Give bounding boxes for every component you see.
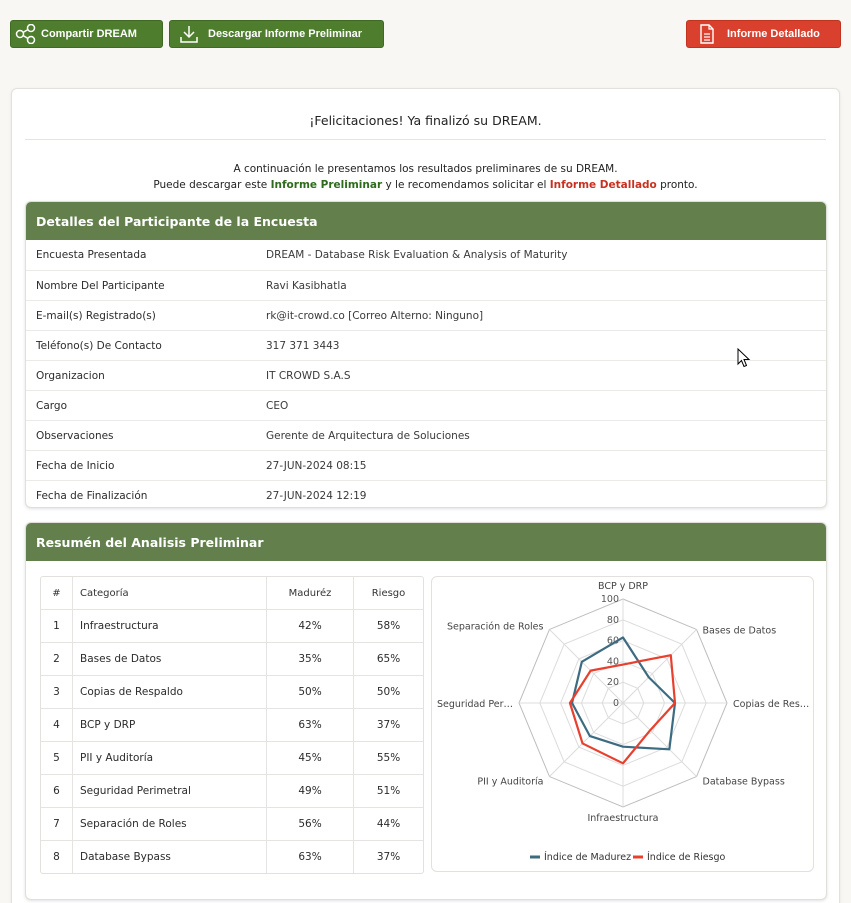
row-risk: 37%: [376, 851, 401, 863]
detail-row: [26, 330, 826, 360]
detail-value: Ravi Kasibhatla: [266, 279, 347, 292]
row-maturity: 50%: [267, 676, 354, 708]
radar-axis-label: Database Bypass: [702, 776, 785, 788]
radar-tick-label: 40: [606, 656, 619, 668]
intro-line-2: [12, 177, 839, 193]
radar-axis-label: PII y Auditoría: [477, 776, 544, 788]
detail-label: Cargo: [36, 399, 67, 412]
radar-tick-label: 100: [600, 594, 619, 605]
table-row: [41, 609, 423, 642]
row-maturity: 35%: [267, 643, 354, 675]
participant-details-list: [26, 240, 826, 508]
legend-label: Índice de Madurez: [544, 852, 632, 863]
share-dream-button[interactable]: [10, 20, 163, 48]
col-number[interactable]: #: [41, 577, 73, 609]
detail-label: Encuesta Presentada: [36, 249, 147, 261]
row-number: 3: [41, 676, 73, 708]
radar-axis-label: Infraestructura: [587, 813, 659, 824]
row-risk: 37%: [376, 719, 401, 731]
row-category: Database Bypass: [73, 841, 267, 873]
results-card: [11, 88, 840, 903]
radar-axis-label: Copias de Res…: [733, 699, 810, 710]
row-maturity: 63%: [267, 709, 354, 741]
detail-value: Gerente de Arquitectura de Soluciones: [266, 429, 470, 442]
intro-text-e: pronto.: [656, 179, 698, 191]
table-row: [41, 708, 423, 741]
detail-row: [26, 270, 826, 300]
detail-value: CEO: [266, 399, 289, 412]
intro-line-1: A continuación le presentamos los resultados preliminares de su DREAM.: [233, 163, 618, 175]
congrats-message: ¡Felicitaciones! Ya finalizó su DREAM.: [309, 113, 542, 128]
radar-tick-label: 0: [612, 698, 619, 709]
detail-value: IT CROWD S.A.S: [266, 369, 351, 382]
header-divider: [25, 139, 826, 140]
detail-row: [26, 390, 826, 420]
row-number: 8: [41, 841, 73, 873]
row-number: 1: [41, 610, 73, 642]
detail-label: E-mail(s) Registrado(s): [36, 309, 156, 322]
row-risk: 50%: [376, 686, 401, 698]
radar-axis-label: Bases de Datos: [702, 625, 777, 637]
detail-row: [26, 300, 826, 330]
summary-table: [40, 576, 424, 874]
intro-text-a: Puede descargar este: [153, 179, 271, 191]
share-icon: [11, 24, 41, 44]
row-category: Bases de Datos: [73, 643, 267, 675]
detail-row: [26, 480, 826, 508]
detailed-report-label: Informe Detallado: [727, 28, 820, 40]
participant-details-panel: [25, 201, 827, 508]
table-row: [41, 774, 423, 807]
detail-row: [26, 420, 826, 450]
table-row: [41, 741, 423, 774]
detail-value: 27-JUN-2024 08:15: [266, 459, 367, 472]
row-risk: 44%: [376, 818, 401, 830]
row-maturity: 42%: [267, 610, 354, 642]
detailed-report-button[interactable]: [686, 20, 841, 48]
detail-value: 27-JUN-2024 12:19: [266, 489, 367, 502]
radar-svg: [432, 577, 815, 873]
row-maturity: 63%: [267, 841, 354, 873]
mouse-cursor-icon: [737, 348, 751, 368]
legend-label: Índice de Riesgo: [647, 852, 726, 863]
document-icon: [687, 24, 727, 44]
row-number: 2: [41, 643, 73, 675]
radar-tick-label: 80: [606, 614, 619, 626]
share-dream-label: Compartir DREAM: [41, 28, 137, 40]
detail-label: Organizacion: [36, 369, 105, 382]
row-number: 7: [41, 808, 73, 840]
row-risk: 65%: [376, 653, 401, 665]
summary-table-header: [41, 577, 423, 609]
row-number: 5: [41, 742, 73, 774]
radar-axis-label: Separación de Roles: [446, 621, 544, 633]
detail-row: [26, 450, 826, 480]
radar-axis-label: BCP y DRP: [597, 581, 649, 592]
detail-label: Fecha de Inicio: [36, 459, 115, 472]
detail-label: Observaciones: [36, 429, 114, 442]
detail-value: rk@it-crowd.co [Correo Alterno: Ninguno]: [266, 309, 484, 322]
detail-label: Nombre Del Participante: [36, 279, 165, 292]
table-row: [41, 675, 423, 708]
detail-row: [26, 360, 826, 390]
row-category: BCP y DRP: [73, 709, 267, 741]
row-risk: 55%: [376, 752, 401, 764]
row-risk: 58%: [376, 620, 401, 632]
row-risk: 51%: [376, 785, 401, 797]
detail-value: 317 371 3443: [266, 339, 340, 352]
col-category[interactable]: Categoría: [73, 577, 267, 609]
row-maturity: 49%: [267, 775, 354, 807]
detail-label: Fecha de Finalización: [36, 489, 148, 502]
row-category: Seguridad Perimetral: [73, 775, 267, 807]
detail-row: [26, 240, 826, 270]
row-category: Copias de Respaldo: [73, 676, 267, 708]
row-maturity: 45%: [267, 742, 354, 774]
download-preliminary-button[interactable]: [169, 20, 384, 48]
summary-table-body: [41, 609, 423, 873]
preliminary-report-link: Informe Preliminar: [270, 179, 383, 191]
detail-value: DREAM - Database Risk Evaluation & Analysis of Maturity: [266, 249, 568, 261]
table-row: [41, 807, 423, 840]
col-risk[interactable]: Riesgo: [371, 587, 406, 599]
radar-axis-label: Seguridad Per…: [436, 699, 513, 710]
intro-text: [12, 161, 839, 193]
row-number: 4: [41, 709, 73, 741]
summary-panel: [25, 522, 827, 900]
intro-text-c: y le recomendamos solicitar el: [382, 179, 550, 191]
download-preliminary-label: Descargar Informe Preliminar: [208, 28, 363, 40]
row-category: Separación de Roles: [73, 808, 267, 840]
radar-tick-label: 60: [606, 635, 619, 647]
row-maturity: 56%: [267, 808, 354, 840]
row-number: 6: [41, 775, 73, 807]
table-row: [41, 642, 423, 675]
row-category: PII y Auditoría: [73, 742, 267, 774]
participant-details-title: Detalles del Participante de la Encuesta: [26, 202, 826, 240]
radar-chart: [431, 576, 814, 872]
detailed-report-link: Informe Detallado: [549, 179, 657, 191]
download-icon: [170, 24, 208, 44]
row-category: Infraestructura: [73, 610, 267, 642]
detail-label: Teléfono(s) De Contacto: [36, 339, 162, 352]
radar-series-line: [572, 637, 675, 749]
col-maturity[interactable]: Maduréz: [267, 577, 354, 609]
summary-title: Resumén del Analisis Preliminar: [26, 523, 826, 561]
radar-tick-label: 20: [606, 677, 619, 689]
table-row: [41, 840, 423, 873]
